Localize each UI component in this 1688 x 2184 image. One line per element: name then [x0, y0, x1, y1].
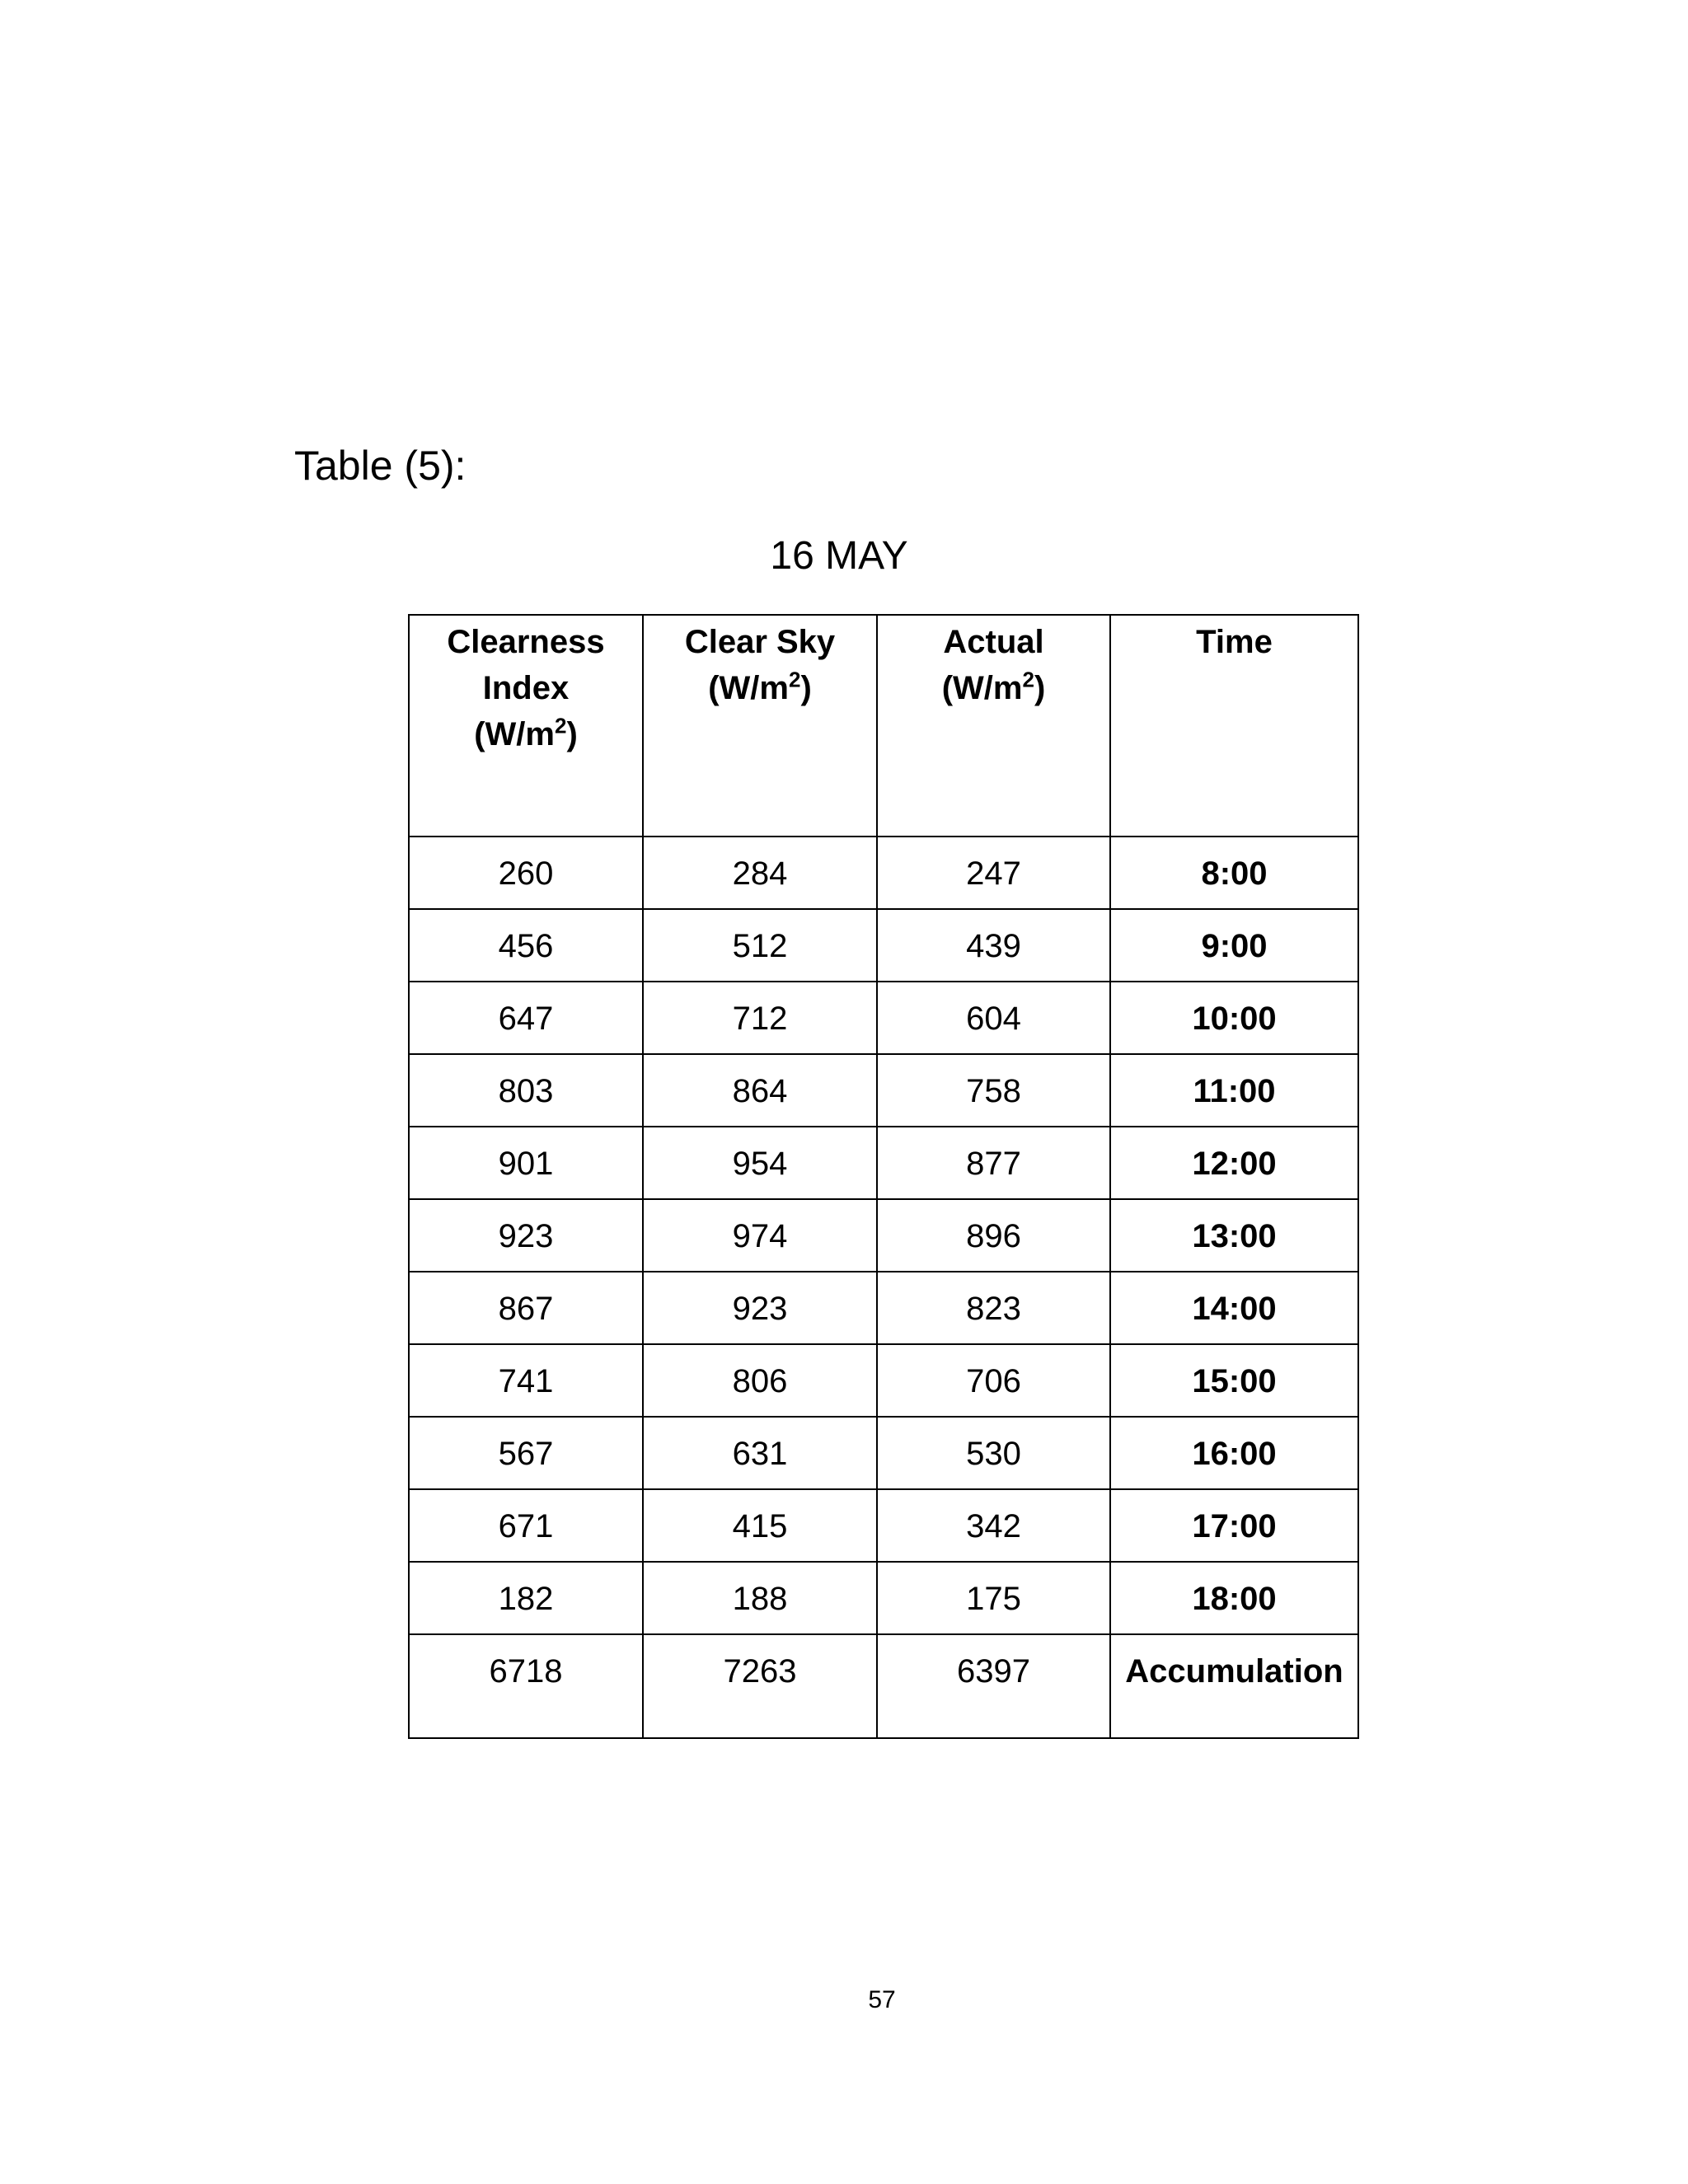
cell-clear-sky: 712	[643, 982, 877, 1054]
header-actual	[877, 615, 1110, 837]
irradiance-table	[408, 614, 1359, 1739]
cell-clearness-index: 6718	[409, 1634, 643, 1738]
cell-actual: 342	[877, 1489, 1110, 1562]
cell-time: 12:00	[1110, 1127, 1358, 1199]
header-unit	[644, 665, 876, 711]
cell-actual: 896	[877, 1199, 1110, 1272]
cell-clear-sky: 864	[643, 1054, 877, 1127]
cell-clear-sky: 631	[643, 1417, 877, 1489]
cell-time: 11:00	[1110, 1054, 1358, 1127]
cell-clearness-index: 741	[409, 1344, 643, 1417]
cell-clear-sky: 954	[643, 1127, 877, 1199]
cell-clearness-index: 260	[409, 837, 643, 909]
table-caption: Table (5):	[294, 443, 467, 489]
table-row	[409, 1344, 1358, 1417]
table-row	[409, 1417, 1358, 1489]
table-row	[409, 1054, 1358, 1127]
cell-clear-sky: 512	[643, 909, 877, 982]
cell-actual: 6397	[877, 1634, 1110, 1738]
table-row-accumulation	[409, 1634, 1358, 1738]
cell-time: 10:00	[1110, 982, 1358, 1054]
page-number: 57	[868, 1986, 896, 2013]
header-line: Time	[1196, 624, 1273, 660]
unit-exponent: 2	[1022, 667, 1034, 692]
table-row	[409, 909, 1358, 982]
cell-clearness-index: 182	[409, 1562, 643, 1634]
header-line: Clearness	[447, 624, 605, 660]
table-row	[409, 837, 1358, 909]
header-line: Actual	[943, 624, 1044, 660]
cell-clearness-index: 671	[409, 1489, 643, 1562]
cell-time: 18:00	[1110, 1562, 1358, 1634]
cell-clear-sky: 284	[643, 837, 877, 909]
cell-clearness-index: 867	[409, 1272, 643, 1344]
cell-clearness-index: 901	[409, 1127, 643, 1199]
header-unit	[878, 665, 1109, 711]
header-line: Index	[482, 670, 570, 706]
cell-clearness-index: 923	[409, 1199, 643, 1272]
unit-prefix: (W/m	[941, 670, 1023, 706]
cell-time: 9:00	[1110, 909, 1358, 982]
cell-actual: 530	[877, 1417, 1110, 1489]
cell-time: 8:00	[1110, 837, 1358, 909]
cell-clear-sky: 188	[643, 1562, 877, 1634]
cell-clearness-index: 803	[409, 1054, 643, 1127]
cell-actual: 706	[877, 1344, 1110, 1417]
cell-actual: 758	[877, 1054, 1110, 1127]
cell-time: 15:00	[1110, 1344, 1358, 1417]
header-time	[1110, 615, 1358, 837]
table-row	[409, 1272, 1358, 1344]
header-clearness-index	[409, 615, 643, 837]
cell-clear-sky: 415	[643, 1489, 877, 1562]
cell-clear-sky: 806	[643, 1344, 877, 1417]
unit-exponent: 2	[788, 667, 801, 692]
unit-suffix: )	[800, 670, 812, 706]
header-clear-sky	[643, 615, 877, 837]
cell-time: Accumulation	[1110, 1634, 1358, 1738]
cell-clear-sky: 7263	[643, 1634, 877, 1738]
cell-time: 17:00	[1110, 1489, 1358, 1562]
cell-actual: 175	[877, 1562, 1110, 1634]
unit-prefix: (W/m	[474, 716, 555, 752]
table-row	[409, 1127, 1358, 1199]
cell-clear-sky: 974	[643, 1199, 877, 1272]
cell-actual: 823	[877, 1272, 1110, 1344]
cell-clearness-index: 456	[409, 909, 643, 982]
unit-suffix: )	[566, 716, 578, 752]
header-unit	[410, 711, 642, 757]
date-title: 16 MAY	[770, 534, 908, 578]
unit-prefix: (W/m	[708, 670, 789, 706]
cell-actual: 439	[877, 909, 1110, 982]
cell-clearness-index: 567	[409, 1417, 643, 1489]
unit-suffix: )	[1034, 670, 1046, 706]
cell-clear-sky: 923	[643, 1272, 877, 1344]
table-header-row	[409, 615, 1358, 837]
cell-time: 13:00	[1110, 1199, 1358, 1272]
table-row	[409, 982, 1358, 1054]
cell-actual: 604	[877, 982, 1110, 1054]
cell-time: 16:00	[1110, 1417, 1358, 1489]
cell-clearness-index: 647	[409, 982, 643, 1054]
table-row	[409, 1489, 1358, 1562]
cell-actual: 877	[877, 1127, 1110, 1199]
header-line: Clear Sky	[684, 624, 836, 660]
cell-actual: 247	[877, 837, 1110, 909]
cell-time: 14:00	[1110, 1272, 1358, 1344]
table-row	[409, 1199, 1358, 1272]
table-row	[409, 1562, 1358, 1634]
unit-exponent: 2	[554, 713, 567, 738]
